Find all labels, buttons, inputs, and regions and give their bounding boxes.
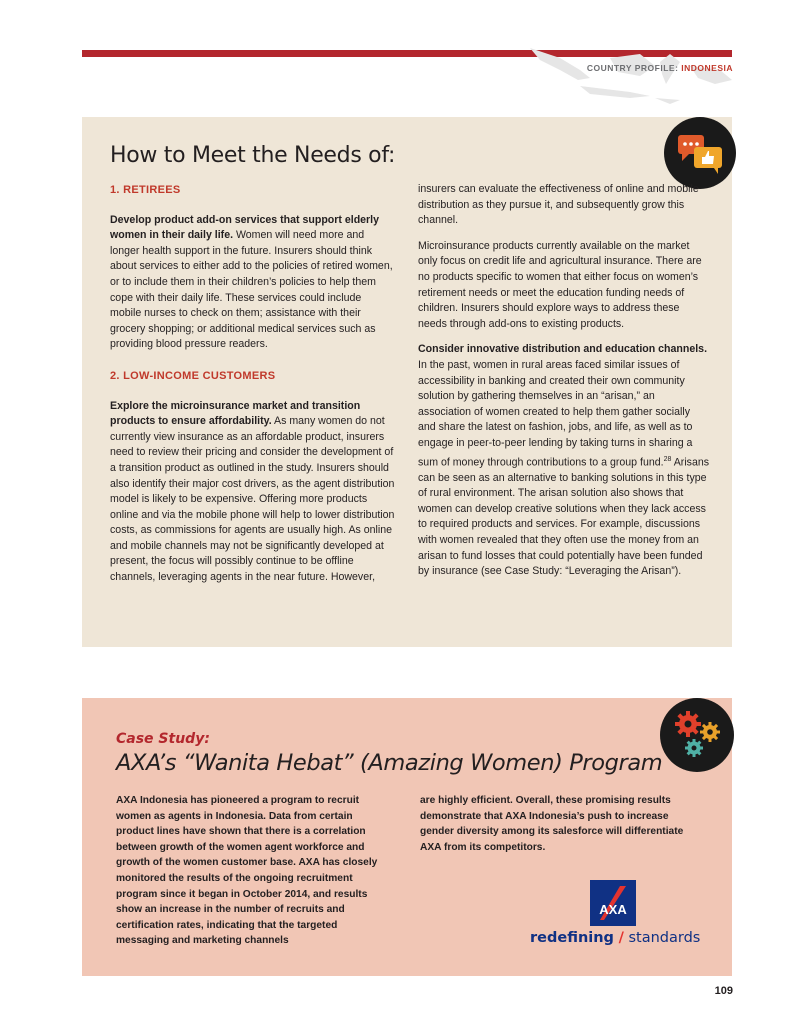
right-paragraph-1: insurers can evaluate the effectiveness of online and mobile distribution as they pursue it, and subsequently grow this channel. [418,183,699,227]
profile-prefix: COUNTRY PROFILE: [586,63,682,73]
case-study-left-text: AXA Indonesia has pioneered a program to recruit women as agents in Indonesia. Data from certain product lines have shown that there is a correlation between growth of the women agent workforce and growth of the women customer base. AXA has closely monitored the results of the ongoing recruitment program since it began in October 2014, and results show an increase in the number of recruits and certification rates, indicating that the targeted messaging and marketing channels [116,795,378,947]
right-paragraph-3 [418,342,710,579]
case-study-right-text: are highly efficient. Overall, these promising results demonstrate that AXA Indonesia’s push to increase gender diversity among its salesforce will differentiate AXA from its competitors. [420,795,684,853]
axa-logo-text: AXA [599,902,627,917]
retirees-body: Women will need more and longer health support in the future. Insurers should think about services to either add to the policies of retired women, or to include them in their children’s policies to help them cope with their daily life. These services could include mobile nurses to check on them; assistance with their grocery shopping; or additional medical services such as providing blood pressure readers. [110,229,393,351]
lowincome-heading: 2. LOW-INCOME CUSTOMERS [110,369,276,382]
case-study-panel [82,698,732,976]
needs-title: How to Meet the Needs of: [110,143,396,168]
gears-icon [660,698,734,772]
tagline-redefining: redefining [530,930,614,946]
profile-country: INDONESIA [681,63,733,73]
case-study-title: AXA’s “Wanita Hebat” (Amazing Women) Program [116,750,663,776]
page-number: 109 [714,985,733,997]
lowincome-body: As many women do not currently view insurance as an affordable product, insurers need to review their pricing and consider the development of a transition product as outlined in the study. Insurers should also identify their major cost drivers, as the agent distribution model is likely to be expensive. Offering more products online and via the mobile phone will help to lower distribution costs, as commissions for agents are usually high. As online and mobile channels may not be significantly developed at present, the focus will possibly continue to be offline channels, leveraging agents in the near future. However, [110,415,395,584]
needs-left-column [110,183,395,596]
distribution-body: In the past, women in rural areas faced similar issues of accessibility in banking and created their own community solution by gathering themselves in an “arisan,” an association of women created to help them gather socially and share the latest on fashion, jobs, and life, as well as to engage in peer-to-peer lending by taking turns in sharing a sum of money through contributions to a group fund. [418,358,693,469]
axa-tagline [530,930,700,946]
chat-bubbles-icon [664,117,736,189]
case-study-label: Case Study: [116,731,210,747]
lowincome-lead: Explore the microinsurance market and transition products to ensure affordability. [110,399,361,428]
axa-logo [590,880,636,926]
retirees-heading: 1. RETIREES [110,184,181,196]
needs-right-column [418,182,710,590]
retirees-paragraph [110,213,395,353]
tagline-standards: standards [628,930,701,946]
footnote-28[interactable]: 28 [663,455,672,463]
right-paragraph-2: Microinsurance products currently available on the market only focus on credit life and agricultural insurance. There are no products specific to women that either focus on women’s retirement needs or meet the education funding needs of children. Insurers should explore ways to address these needs through add-ons to existing products. [418,239,702,330]
tagline-slash: / [618,930,624,946]
distribution-lead: Consider innovative distribution and education channels. [418,343,708,356]
needs-panel [82,117,732,647]
lowincome-paragraph [110,399,395,586]
retirees-lead: Develop product add-on services that support elderly women in their daily life. [110,213,380,242]
country-profile-label [587,63,733,73]
indonesia-map-graphic [520,40,735,120]
distribution-body-2: Arisans can be seen as an alternative to banking solutions in this type of rural environment. The arisan solution also shows that women can develop creative solutions when they lack access to required products and services. For example, discussions with women revealed that they often use the money from an arisan to fund losses that could potentially have been funded by insurance (see Case Study: “Leveraging the Arisan”). [418,456,710,578]
